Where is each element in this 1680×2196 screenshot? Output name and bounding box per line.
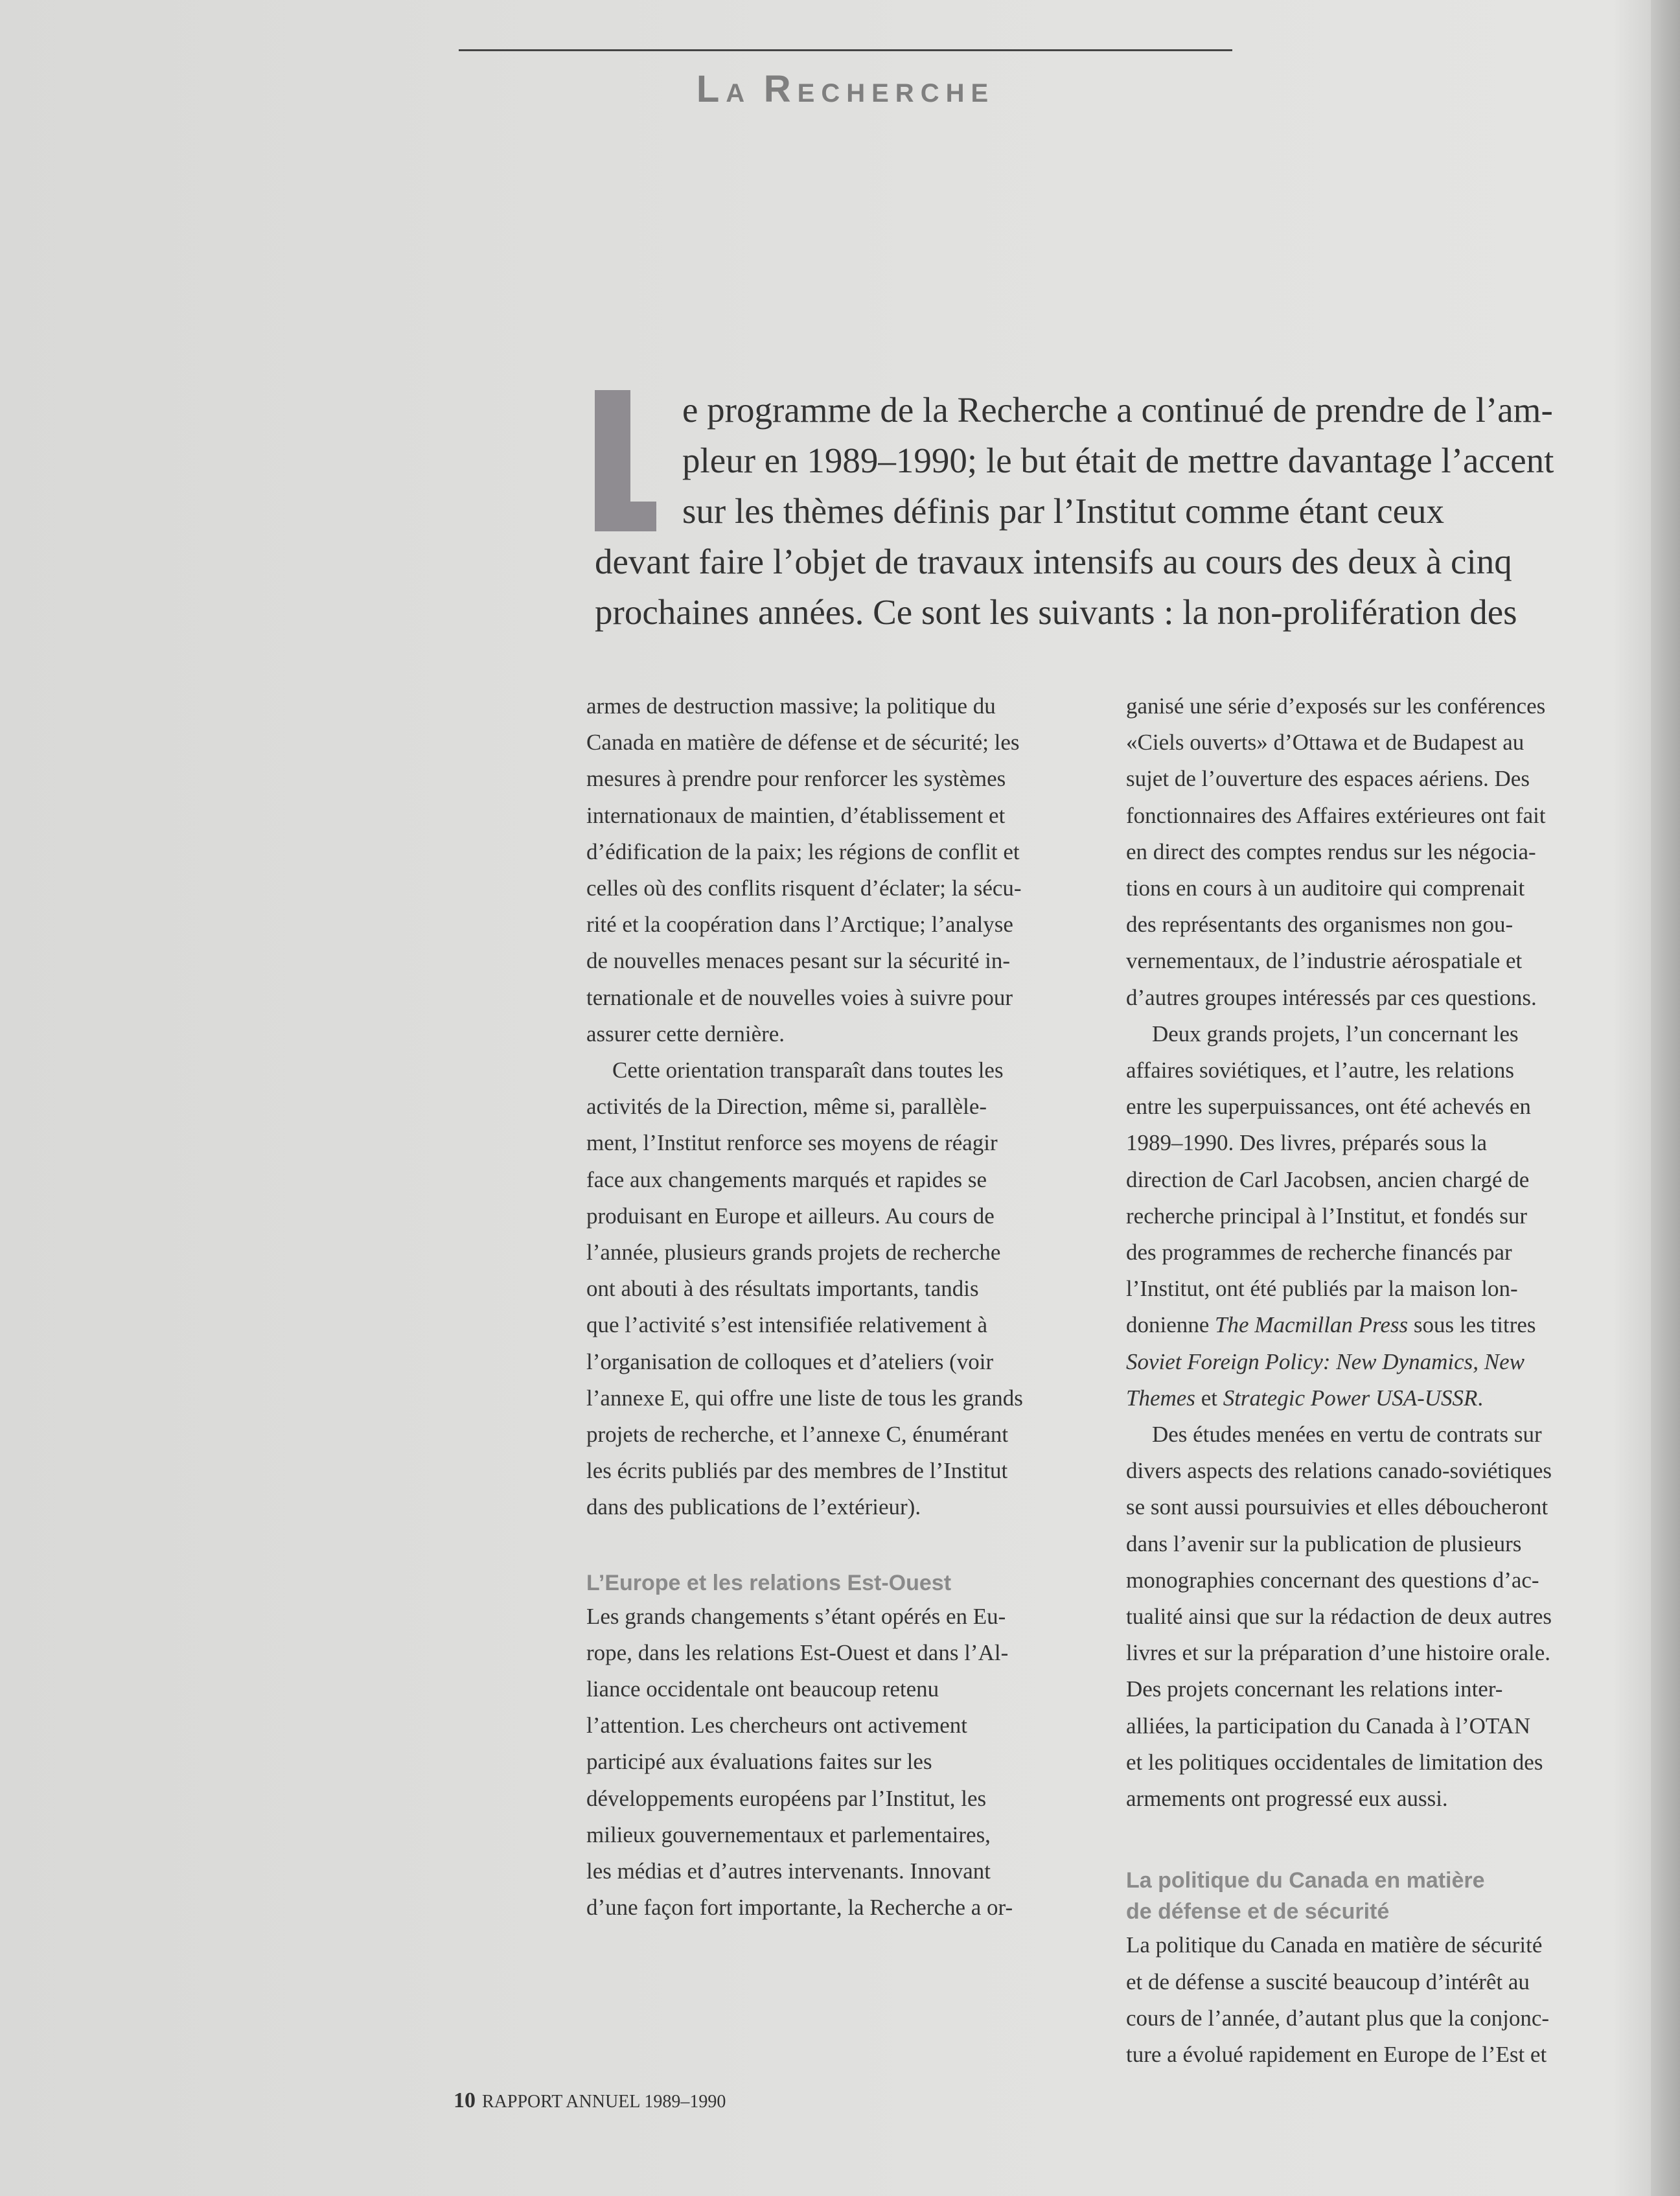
text-line: milieux gouvernementaux et parlementaires,: [586, 1821, 991, 1847]
text-line: ternationale et de nouvelles voies à suivre pour: [586, 984, 1013, 1010]
text-line: «Ciels ouverts» d’Ottawa et de Budapest au: [1126, 730, 1525, 756]
text-line: rité et la coopération dans l’Arctique; l’analyse: [586, 912, 1013, 938]
left-paragraph-1: [586, 688, 1092, 1052]
text-line: d’autres groupes intéressés par ces questions.: [1126, 984, 1537, 1010]
intro-line: sur les thèmes définis par l’Institut comme étant ceux: [682, 491, 1445, 531]
text-line: Deux grands projets, l’un concernant les: [1152, 1021, 1519, 1046]
page-footer: [454, 2088, 726, 2115]
text-line: ment, l’Institut renforce ses moyens de réagir: [586, 1130, 998, 1156]
text-line: rope, dans les relations Est-Ouest et dans l’Al-: [586, 1639, 1009, 1665]
text-line: développements européens par l’Institut, les: [586, 1785, 987, 1811]
text-line: de nouvelles menaces pesant sur la sécurité in-: [586, 948, 1011, 974]
text-line: que l’activité s’est intensifiée relativement à: [586, 1312, 988, 1338]
text-line: Canada en matière de défense et de sécurité; les: [586, 730, 1020, 756]
text-line: Cette orientation transparaît dans toutes les: [612, 1058, 1004, 1083]
text-line: fonctionnaires des Affaires extérieures ont fait: [1126, 802, 1546, 828]
text-line: assurer cette dernière.: [586, 1021, 785, 1046]
text-line: La politique du Canada en matière de sécurité: [1126, 1932, 1543, 1958]
text-line: cours de l’année, d’autant plus que la conjonc-: [1126, 2005, 1550, 2031]
intro-line: e programme de la Recherche a continué de prendre de l’am-: [682, 390, 1553, 430]
text-line: affaires soviétiques, et l’autre, les relations: [1126, 1058, 1514, 1083]
text-line: celles où des conflits risquent d’éclater; la sécu-: [586, 875, 1022, 901]
text-line: Des projets concernant les relations inter-: [1126, 1676, 1503, 1702]
text-line: produisant en Europe et ailleurs. Au cours de: [586, 1203, 995, 1229]
text-line: alliées, la participation du Canada à l’OTAN: [1126, 1713, 1531, 1739]
text-line: et les politiques occidentales de limitation des: [1126, 1749, 1543, 1775]
text-line: recherche principal à l’Institut, et fondés sur: [1126, 1203, 1528, 1229]
text-line: d’une façon fort importante, la Recherche a or-: [586, 1895, 1013, 1921]
intro-line: prochaines années. Ce sont les suivants : la non-prolifération des: [595, 592, 1517, 632]
subhead-europe: L’Europe et les relations Est-Ouest: [586, 1570, 952, 1595]
text-line: participé aux évaluations faites sur les: [586, 1749, 932, 1775]
text-line: l’organisation de colloques et d’ateliers (voir: [586, 1348, 994, 1374]
intro-line: devant faire l’objet de travaux intensifs au cours des deux à cinq: [595, 542, 1512, 581]
intro-paragraph: [595, 385, 1639, 638]
book-title-1: Soviet Foreign Policy: New Dynamics, New: [1126, 1348, 1525, 1374]
text-line: les médias et d’autres intervenants. Innovant: [586, 1858, 991, 1884]
text-line: et de défense a suscité beaucoup d’intérêt au: [1126, 1969, 1530, 1994]
text-line: tions en cours à un auditoire qui comprenait: [1126, 875, 1525, 901]
intro-line: pleur en 1989–1990; le but était de mettre davantage l’accent: [682, 441, 1554, 480]
right-column: [1126, 688, 1618, 2073]
right-paragraph-2: [1126, 1016, 1618, 1416]
text-line: ture a évolué rapidement en Europe de l’Est et: [1126, 2041, 1547, 2067]
text-line: les écrits publiés par des membres de l’Institut: [586, 1458, 1008, 1484]
text-line: Les grands changements s’étant opérés en Eu-: [586, 1603, 1006, 1629]
text-line: Des études menées en vertu de contrats sur: [1152, 1422, 1542, 1448]
text-line: l’attention. Les chercheurs ont activement: [586, 1713, 967, 1739]
text-line: en direct des comptes rendus sur les négocia-: [1126, 838, 1536, 864]
text-line: l’année, plusieurs grands projets de recherche: [586, 1240, 1001, 1266]
text-line: [1126, 1344, 1618, 1380]
text-line: d’édification de la paix; les régions de conflit et: [586, 838, 1020, 864]
text-line: mesures à prendre pour renforcer les systèmes: [586, 766, 1006, 792]
text-line: direction de Carl Jacobsen, ancien chargé de: [1126, 1166, 1530, 1192]
text-line: dans l’avenir sur la publication de plusieurs: [1126, 1531, 1522, 1556]
text-line: armes de destruction massive; la politique du: [586, 693, 996, 719]
text-line: des représentants des organismes non gou-: [1126, 912, 1513, 938]
text-line: monographies concernant des questions d’ac-: [1126, 1567, 1539, 1593]
footer-text: RAPPORT ANNUEL 1989–1990: [482, 2092, 726, 2112]
text-line: projets de recherche, et l’annexe C, énumérant: [586, 1422, 1009, 1448]
text-line: ont abouti à des résultats importants, tandis: [586, 1276, 979, 1302]
book-title-1-end: Themes: [1126, 1385, 1195, 1411]
text-line: l’Institut, ont été publiés par la maison lon-: [1126, 1276, 1518, 1302]
text-line: divers aspects des relations canado-soviétiques: [1126, 1458, 1552, 1484]
book-title-2: Strategic Power USA-USSR: [1223, 1385, 1478, 1411]
text-line: internationaux de maintien, d’établissement et: [586, 802, 1006, 828]
text-line: activités de la Direction, même si, parallèle-: [586, 1094, 987, 1120]
text-line: entre les superpuissances, ont été achevés en: [1126, 1094, 1531, 1120]
text-line: liance occidentale ont beaucoup retenu: [586, 1676, 939, 1702]
right-paragraph-1: [1126, 688, 1618, 1016]
text-line: l’annexe E, qui offre une liste de tous les grands: [586, 1385, 1023, 1411]
text-line: dans des publications de l’extérieur).: [586, 1494, 921, 1520]
text-line: Themes et Strategic Power USA-USSR.: [1126, 1385, 1484, 1411]
text-line: donienne The Macmillan Press sous les titres: [1126, 1312, 1536, 1338]
left-paragraph-2: [586, 1052, 1092, 1526]
section-title: LA RECHERCHE: [696, 68, 995, 110]
text-line: armements ont progressé eux aussi.: [1126, 1786, 1448, 1812]
dropcap-l-icon: [595, 390, 656, 531]
text-line: vernementaux, de l’industrie aérospatiale et: [1126, 948, 1523, 974]
text-line: 1989–1990. Des livres, préparés sous la: [1126, 1130, 1487, 1156]
text-line: livres et sur la préparation d’une histoire orale.: [1126, 1640, 1551, 1666]
subhead-line: La politique du Canada en matière: [1126, 1868, 1485, 1893]
header-rule: [459, 49, 1232, 51]
left-column: [586, 688, 1092, 1926]
subhead-canada-defense: [1126, 1865, 1618, 1927]
text-line: face aux changements marqués et rapides se: [586, 1166, 987, 1192]
book-publisher: The Macmillan Press: [1215, 1312, 1409, 1338]
page-number: 10: [454, 2088, 476, 2112]
subhead-line: de défense et de sécurité: [1126, 1899, 1390, 1924]
text-line: des programmes de recherche financés par: [1126, 1240, 1512, 1266]
left-paragraph-3: [586, 1599, 1092, 1926]
page-gutter: [1651, 0, 1680, 2196]
text-line: tualité ainsi que sur la rédaction de deux autres: [1126, 1604, 1552, 1630]
right-paragraph-3: [1126, 1416, 1618, 1817]
text-line: ganisé une série d’exposés sur les conférences: [1126, 693, 1546, 719]
right-paragraph-4: [1126, 1927, 1618, 2073]
text-line: se sont aussi poursuivies et elles déboucheront: [1126, 1494, 1548, 1520]
text-line: sujet de l’ouverture des espaces aériens. Des: [1126, 766, 1530, 792]
